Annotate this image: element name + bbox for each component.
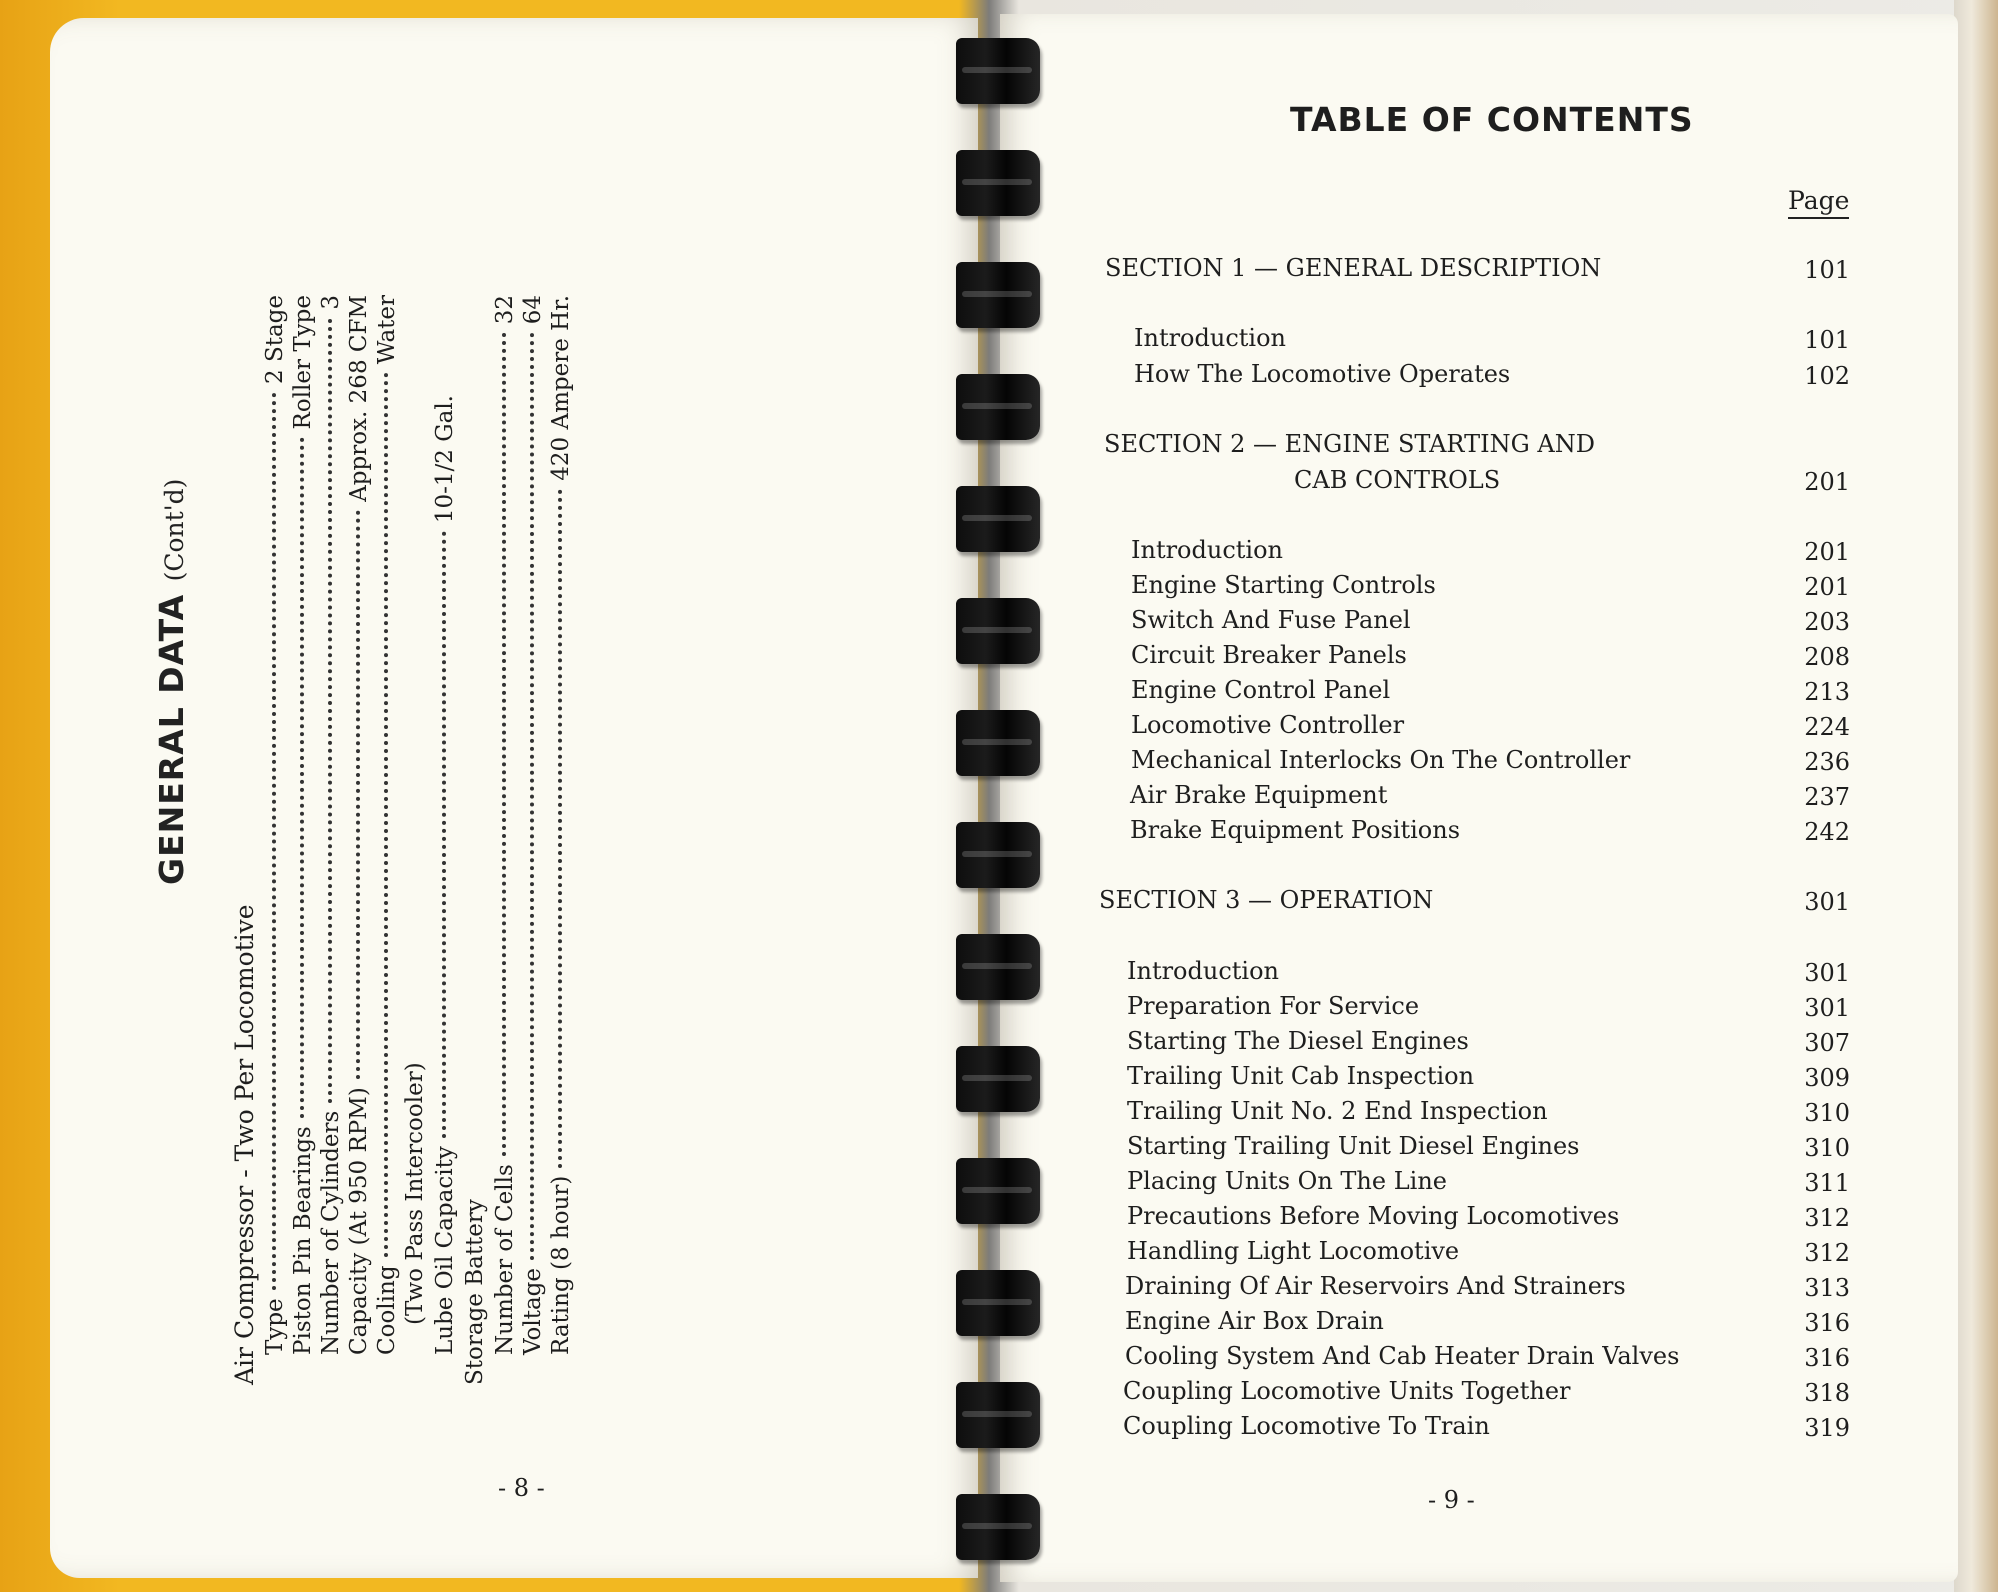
toc-entry: Brake Equipment Positions <box>1130 816 1461 844</box>
toc-page-number: 203 <box>1804 608 1850 636</box>
row-value: 420 Ampere Hr. <box>548 295 574 481</box>
toc-entry: Coupling Locomotive To Train <box>1123 1412 1490 1440</box>
spiral-ring <box>956 150 1040 216</box>
toc-entry: Draining Of Air Reservoirs And Strainers <box>1125 1272 1626 1300</box>
spiral-ring <box>956 1046 1040 1112</box>
toc-entry: Air Brake Equipment <box>1130 781 1388 809</box>
toc-page-number: 208 <box>1804 643 1850 671</box>
toc-entry: Starting Trailing Unit Diesel Engines <box>1127 1132 1580 1160</box>
row-value: Approx. 268 CFM <box>346 295 372 502</box>
toc-entry: Cooling System And Cab Heater Drain Valves <box>1125 1342 1680 1370</box>
toc-entry: Circuit Breaker Panels <box>1131 641 1407 669</box>
row-label: Voltage <box>520 1268 546 1355</box>
toc-entry: Starting The Diesel Engines <box>1127 1027 1469 1055</box>
spiral-ring <box>956 710 1040 776</box>
toc-page-number: 201 <box>1804 573 1850 601</box>
toc-page-number: 312 <box>1804 1239 1850 1267</box>
toc-page-number: 301 <box>1804 888 1850 916</box>
toc-page-number: 101 <box>1804 326 1850 354</box>
toc-page-number: 101 <box>1804 256 1850 284</box>
toc-page-number: 316 <box>1804 1344 1850 1372</box>
spiral-ring <box>956 38 1040 104</box>
toc-section-2-cont: CAB CONTROLS <box>1294 466 1501 494</box>
spiral-binding <box>942 0 1062 1592</box>
toc-page-number: 318 <box>1804 1379 1850 1407</box>
row-value: 3 <box>318 295 344 310</box>
data-row-two-pass-intercooler <box>402 1062 432 1325</box>
toc-page-number: 201 <box>1804 468 1850 496</box>
spiral-ring <box>956 1158 1040 1224</box>
toc-page-number: 310 <box>1804 1134 1850 1162</box>
data-row-rating <box>548 295 578 1355</box>
toc-page-number: 307 <box>1804 1029 1850 1057</box>
toc-entry: Introduction <box>1131 536 1283 564</box>
toc-page-number: 310 <box>1804 1099 1850 1127</box>
air-compressor-heading: Air Compressor - Two Per Locomotive <box>230 904 259 1385</box>
leader-dots <box>384 372 388 1257</box>
right-page-number: - 9 - <box>1428 1486 1475 1514</box>
toc-page-number: 309 <box>1804 1064 1850 1092</box>
toc-entry: Introduction <box>1127 957 1279 985</box>
toc-section-3: SECTION 3 — OPERATION <box>1099 886 1434 914</box>
data-row-piston-pin-bearings <box>290 295 320 1355</box>
toc-entry: Precautions Before Moving Locomotives <box>1127 1202 1620 1230</box>
toc-entry: Handling Light Locomotive <box>1127 1237 1460 1265</box>
spiral-ring <box>956 1382 1040 1448</box>
row-label: Storage Battery <box>462 1199 488 1385</box>
toc-page-number: 242 <box>1804 818 1850 846</box>
toc-page-number: 316 <box>1804 1309 1850 1337</box>
data-row-storage-battery <box>462 1199 492 1385</box>
data-row-type <box>262 295 292 1355</box>
toc-entry: Trailing Unit No. 2 End Inspection <box>1127 1097 1548 1125</box>
row-label: Capacity (At 950 RPM) <box>346 1087 372 1355</box>
toc-entry: Trailing Unit Cab Inspection <box>1127 1062 1475 1090</box>
row-value: 10-1/2 Gal. <box>432 395 458 524</box>
row-label: Number of Cells <box>492 1164 518 1355</box>
toc-entry: Preparation For Service <box>1127 992 1420 1020</box>
toc-page-number: 213 <box>1804 678 1850 706</box>
spiral-ring <box>956 822 1040 888</box>
spiral-ring <box>956 374 1040 440</box>
data-row-number-of-cells <box>492 295 522 1355</box>
toc-section-1: SECTION 1 — GENERAL DESCRIPTION <box>1105 254 1602 282</box>
toc-page-number: 319 <box>1804 1414 1850 1442</box>
leader-dots <box>356 510 360 1079</box>
row-label: Piston Pin Bearings <box>290 1126 316 1355</box>
general-data-block <box>152 180 732 1430</box>
page-edges <box>1954 0 1998 1592</box>
leader-dots <box>272 392 276 1290</box>
toc-page-number: 224 <box>1804 713 1850 741</box>
row-label: (Two Pass Intercooler) <box>402 1062 428 1325</box>
leader-dots <box>502 332 506 1156</box>
toc-entry: Mechanical Interlocks On The Controller <box>1131 746 1631 774</box>
toc-page-number: 236 <box>1804 748 1850 776</box>
toc-entry: Locomotive Controller <box>1131 711 1405 739</box>
left-page-number: - 8 - <box>498 1474 545 1502</box>
leader-dots <box>442 531 446 1138</box>
spiral-ring <box>956 262 1040 328</box>
leader-dots <box>530 332 534 1260</box>
toc-page-number: 313 <box>1804 1274 1850 1302</box>
toc-page-number: 301 <box>1804 994 1850 1022</box>
page-column-header: Page <box>1788 186 1849 219</box>
data-row-capacity <box>346 295 376 1355</box>
row-value: Roller Type <box>290 295 316 430</box>
data-row-lube-oil-capacity <box>432 395 462 1355</box>
toc-entry: Placing Units On The Line <box>1127 1167 1447 1195</box>
toc-section-2: SECTION 2 — ENGINE STARTING AND <box>1104 430 1595 458</box>
toc-entry: How The Locomotive Operates <box>1134 360 1511 388</box>
row-label: Number of Cylinders <box>318 1110 344 1355</box>
toc-page-number: 102 <box>1804 362 1850 390</box>
spiral-ring <box>956 486 1040 552</box>
toc-entry: Switch And Fuse Panel <box>1131 606 1411 634</box>
row-label: Cooling <box>374 1265 400 1355</box>
leader-dots <box>328 318 332 1103</box>
row-label: Lube Oil Capacity <box>432 1146 458 1355</box>
toc-entry: Engine Control Panel <box>1131 676 1391 704</box>
row-value: 64 <box>520 295 546 325</box>
toc-page-number: 311 <box>1804 1169 1850 1197</box>
row-value: 32 <box>492 295 518 325</box>
spiral-ring <box>956 1494 1040 1560</box>
row-value: Water <box>374 295 400 365</box>
toc-page-number: 237 <box>1804 783 1850 811</box>
toc-page-number: 312 <box>1804 1204 1850 1232</box>
title-text: GENERAL DATA <box>152 593 191 885</box>
row-label: Type <box>262 1298 288 1355</box>
toc-entry: Coupling Locomotive Units Together <box>1123 1377 1571 1405</box>
toc-entry: Engine Starting Controls <box>1131 571 1436 599</box>
toc-entry: Introduction <box>1134 324 1286 352</box>
row-label: Rating (8 hour) <box>548 1175 574 1355</box>
data-row-number-of-cylinders <box>318 295 348 1355</box>
spiral-ring <box>956 934 1040 1000</box>
row-value: 2 Stage <box>262 295 288 384</box>
title-note: (Cont'd) <box>160 478 189 582</box>
toc-page-number: 201 <box>1804 538 1850 566</box>
data-row-voltage <box>520 295 550 1355</box>
leader-dots <box>558 489 562 1168</box>
toc-page-number: 301 <box>1804 959 1850 987</box>
toc-entry: Engine Air Box Drain <box>1125 1307 1384 1335</box>
toc-title: TABLE OF CONTENTS <box>1290 100 1694 139</box>
spiral-ring <box>956 598 1040 664</box>
data-row-cooling <box>374 295 404 1355</box>
spiral-ring <box>956 1270 1040 1336</box>
general-data-title <box>152 479 191 885</box>
leader-dots <box>300 437 304 1118</box>
